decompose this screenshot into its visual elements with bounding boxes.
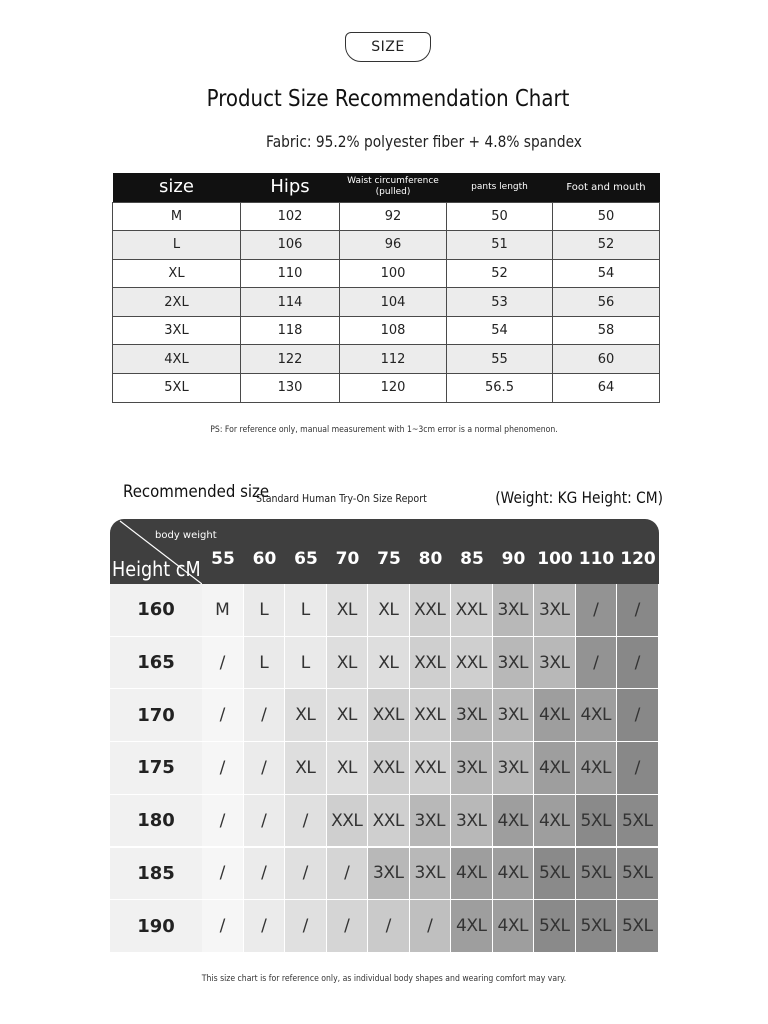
size-grid-cell: XL <box>285 742 326 794</box>
size-table-cell: 4XL <box>113 345 241 374</box>
size-grid-cell: 4XL <box>534 742 575 794</box>
size-grid-cell: 3XL <box>493 637 534 689</box>
size-table-cell: 54 <box>553 259 660 288</box>
size-grid-cell: 3XL <box>534 584 575 636</box>
size-grid-cell: 4XL <box>493 848 534 900</box>
size-grid-cell: / <box>202 637 243 689</box>
size-table-row <box>113 345 660 374</box>
size-grid-cell: / <box>202 900 243 952</box>
size-grid-cell: 3XL <box>493 689 534 741</box>
size-grid-cell: 5XL <box>576 795 617 847</box>
size-table-cell: 51 <box>447 231 553 260</box>
size-grid-cell: / <box>327 900 368 952</box>
weight-header-cell: 110 <box>578 549 615 569</box>
size-table-cell: 52 <box>553 231 660 260</box>
size-table-cell: 56 <box>553 288 660 317</box>
height-row-label: 160 <box>110 584 202 637</box>
size-grid-cell: / <box>285 848 326 900</box>
size-grid-cell: 4XL <box>534 689 575 741</box>
size-grid-cell: XL <box>368 584 409 636</box>
size-grid-cell: / <box>576 584 617 636</box>
weight-header-cell: 85 <box>460 549 484 569</box>
size-grid-cell: / <box>285 795 326 847</box>
size-table-cell: 114 <box>241 288 340 317</box>
height-label: Height cM <box>112 557 201 581</box>
size-table-cell: 5XL <box>113 374 241 403</box>
size-grid-cell: / <box>244 795 285 847</box>
size-grid-cell: XXL <box>451 584 492 636</box>
size-grid-cell: L <box>244 584 285 636</box>
size-grid-cell: XL <box>327 637 368 689</box>
size-table-cell: XL <box>113 259 241 288</box>
size-grid-cell: XXL <box>368 742 409 794</box>
size-grid-cell: / <box>285 900 326 952</box>
size-grid-cell: / <box>368 900 409 952</box>
size-table-header: Hips <box>241 173 340 202</box>
size-grid-cell: 4XL <box>451 848 492 900</box>
size-grid-cell: XL <box>368 637 409 689</box>
page-title: Product Size Recommendation Chart <box>206 86 570 112</box>
size-grid-cell: 3XL <box>493 742 534 794</box>
recommended-size-title: Recommended size <box>123 482 270 502</box>
height-row-label: 190 <box>110 900 202 953</box>
size-grid-cell: XXL <box>410 742 451 794</box>
size-grid-cell: / <box>244 689 285 741</box>
size-grid-cell: 5XL <box>576 848 617 900</box>
body-weight-label: body weight <box>155 530 217 541</box>
weight-header-cell: 75 <box>377 549 401 569</box>
size-grid-cell: XXL <box>410 637 451 689</box>
size-table-cell: 92 <box>340 202 447 231</box>
size-table-cell: 3XL <box>113 316 241 345</box>
size-grid-cell: 4XL <box>493 900 534 952</box>
fabric-composition: Fabric: 95.2% polyester fiber + 4.8% spandex <box>266 132 582 151</box>
size-table-cell: 50 <box>553 202 660 231</box>
units-label: (Weight: KG Height: CM) <box>495 488 663 507</box>
size-table-row <box>113 288 660 317</box>
size-grid-cell: 5XL <box>617 900 658 952</box>
size-grid-cell: XXL <box>368 689 409 741</box>
size-table-cell: 53 <box>447 288 553 317</box>
size-grid-cell: 3XL <box>410 795 451 847</box>
size-grid-cell: / <box>202 742 243 794</box>
size-grid-cell: / <box>202 689 243 741</box>
size-grid-cell: XXL <box>451 637 492 689</box>
weight-header-cell: 55 <box>211 549 235 569</box>
size-grid-cell: 3XL <box>451 795 492 847</box>
size-table-row <box>113 259 660 288</box>
size-grid-cell: / <box>327 848 368 900</box>
size-grid-cell: 3XL <box>451 742 492 794</box>
size-table-cell: 96 <box>340 231 447 260</box>
weight-header-cell: 60 <box>252 549 277 569</box>
size-table-cell: 52 <box>447 259 553 288</box>
size-table-cell: 122 <box>241 345 340 374</box>
size-table-header: Waist circumference (pulled) <box>340 173 447 202</box>
size-table-cell: L <box>113 231 241 260</box>
size-grid-cell: XL <box>327 742 368 794</box>
size-grid-cell: L <box>244 637 285 689</box>
size-table-header: Foot and mouth <box>553 173 660 202</box>
size-grid-cell: XL <box>285 689 326 741</box>
size-table-row <box>113 374 660 403</box>
height-row-label: 180 <box>110 795 202 848</box>
size-table-cell: 50 <box>447 202 553 231</box>
weight-header-cell: 70 <box>335 549 360 569</box>
measurement-note: PS: For reference only, manual measurement with 1~3cm error is a normal phenomenon. <box>210 425 558 435</box>
weight-header-cell: 120 <box>620 549 656 569</box>
size-grid-cell: 4XL <box>451 900 492 952</box>
size-table-cell: 104 <box>340 288 447 317</box>
size-grid-cell: 3XL <box>534 637 575 689</box>
size-grid-cell: 3XL <box>451 689 492 741</box>
weight-header-cell: 90 <box>501 549 526 569</box>
size-measurement-table <box>112 173 660 403</box>
height-row-label: 170 <box>110 689 202 742</box>
weight-header-cell: 100 <box>537 549 573 569</box>
weight-header-cell: 80 <box>418 549 443 569</box>
size-table-cell: 100 <box>340 259 447 288</box>
size-grid-cell: 5XL <box>617 848 658 900</box>
size-table-cell: 108 <box>340 316 447 345</box>
size-grid-cell: 4XL <box>576 689 617 741</box>
size-grid-cell: 3XL <box>493 584 534 636</box>
size-table-cell: 58 <box>553 316 660 345</box>
size-grid-cell: 3XL <box>410 848 451 900</box>
size-table-cell: 64 <box>553 374 660 403</box>
size-table-cell: 2XL <box>113 288 241 317</box>
size-grid-cell: / <box>617 637 658 689</box>
size-grid-cell: XXL <box>368 795 409 847</box>
size-grid-cell: L <box>285 584 326 636</box>
size-grid-cell: XXL <box>410 689 451 741</box>
size-table-cell: 106 <box>241 231 340 260</box>
size-table-cell: 118 <box>241 316 340 345</box>
size-grid-cell: 5XL <box>576 900 617 952</box>
weight-header-cell: 65 <box>294 549 318 569</box>
size-grid-cell: 3XL <box>368 848 409 900</box>
height-row-label: 185 <box>110 848 202 901</box>
disclaimer-note: This size chart is for reference only, as individual body shapes and wearing comfort may vary. <box>201 974 567 984</box>
size-recommendation-grid <box>110 519 659 953</box>
size-grid-cell: / <box>617 689 658 741</box>
size-badge: SIZE <box>345 32 431 62</box>
size-grid-cell: / <box>202 795 243 847</box>
size-grid-cell: 5XL <box>534 848 575 900</box>
size-grid-cell: / <box>617 742 658 794</box>
size-grid-cell: XL <box>327 584 368 636</box>
size-grid-cell: 4XL <box>493 795 534 847</box>
size-table-cell: 102 <box>241 202 340 231</box>
grid-header <box>110 519 659 584</box>
size-table-header: pants length <box>447 173 553 202</box>
height-row-label: 165 <box>110 637 202 690</box>
size-grid-cell: L <box>285 637 326 689</box>
size-table-cell: 120 <box>340 374 447 403</box>
size-grid-cell: XXL <box>410 584 451 636</box>
size-table-cell: 112 <box>340 345 447 374</box>
recommended-size-subtitle: Standard Human Try-On Size Report <box>256 492 427 505</box>
size-grid-cell: 4XL <box>576 742 617 794</box>
size-grid-cell: M <box>202 584 243 636</box>
size-table-cell: M <box>113 202 241 231</box>
size-grid-cell: XXL <box>327 795 368 847</box>
size-grid-cell: / <box>410 900 451 952</box>
size-grid-cell: 4XL <box>534 795 575 847</box>
size-table-row <box>113 202 660 231</box>
size-table-row <box>113 316 660 345</box>
size-table-cell: 56.5 <box>447 374 553 403</box>
size-grid-cell: / <box>202 848 243 900</box>
size-table-cell: 55 <box>447 345 553 374</box>
size-grid-cell: XL <box>327 689 368 741</box>
size-grid-cell: / <box>617 584 658 636</box>
size-table-header: size <box>113 173 241 202</box>
size-grid-cell: / <box>244 848 285 900</box>
size-grid-cell: 5XL <box>534 900 575 952</box>
size-table-cell: 130 <box>241 374 340 403</box>
size-grid-cell: / <box>244 742 285 794</box>
size-grid-cell: 5XL <box>617 795 658 847</box>
height-row-label: 175 <box>110 742 202 795</box>
size-table-cell: 110 <box>241 259 340 288</box>
size-table-row <box>113 231 660 260</box>
size-grid-cell: / <box>576 637 617 689</box>
size-table-cell: 60 <box>553 345 660 374</box>
size-grid-cell: / <box>244 900 285 952</box>
size-table-cell: 54 <box>447 316 553 345</box>
size-table-header-row <box>113 173 660 202</box>
